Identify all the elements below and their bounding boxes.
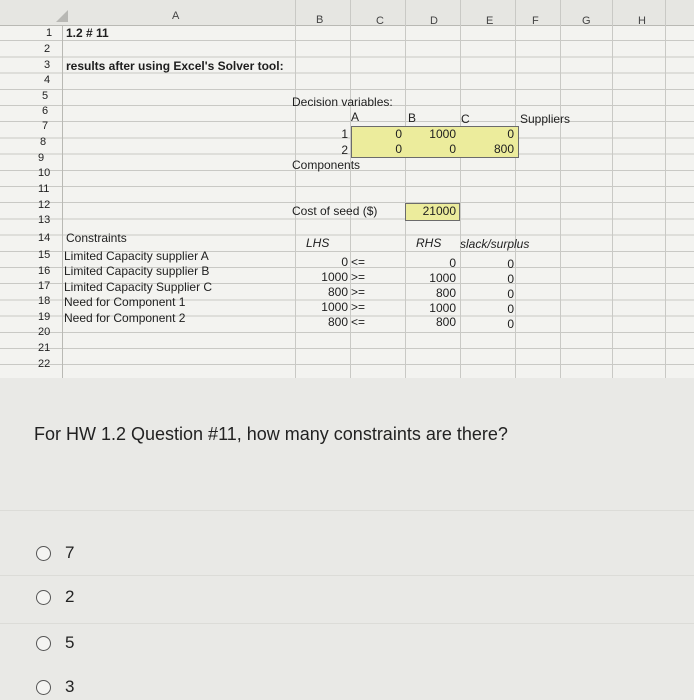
row-number: 19	[38, 311, 51, 323]
sheet-subtitle: results after using Excel's Solver tool:	[66, 59, 284, 73]
constraint-operator: >=	[351, 300, 366, 314]
grid-line	[460, 0, 461, 378]
dv-cell: 0	[449, 142, 456, 156]
answer-option[interactable]	[36, 587, 74, 607]
divider	[0, 575, 694, 576]
row-number: 12	[38, 199, 51, 211]
col-letter-e: E	[486, 15, 494, 27]
select-all-corner	[56, 10, 68, 22]
dv-header-a: A	[351, 110, 360, 124]
option-label: 7	[65, 543, 75, 562]
divider	[0, 623, 694, 624]
answer-option[interactable]	[36, 633, 74, 653]
dv-header-c: C	[461, 112, 470, 126]
constraints-label: Constraints	[66, 231, 127, 245]
radio-button[interactable]	[36, 636, 51, 651]
constraint-operator: >=	[351, 285, 366, 299]
row-number: 7	[42, 120, 49, 132]
column-header-bar	[0, 0, 694, 26]
grid-line	[612, 0, 613, 378]
suppliers-label: Suppliers	[520, 112, 571, 126]
col-letter-d: D	[430, 15, 438, 27]
constraint-lhs: 800	[327, 285, 348, 299]
col-letter-f: F	[532, 15, 539, 27]
components-label: Components	[292, 158, 361, 172]
decision-variables-label: Decision variables:	[292, 95, 393, 109]
row-number: 14	[38, 232, 51, 244]
grid-line	[665, 0, 666, 378]
row-number: 13	[38, 214, 51, 226]
row-number: 18	[38, 295, 51, 307]
dv-cell: 800	[493, 142, 514, 156]
constraint-lhs: 1000	[321, 270, 348, 284]
row-number: 4	[44, 74, 51, 86]
cost-of-seed-label: Cost of seed ($)	[292, 204, 378, 218]
slack-header: slack/surplus	[460, 237, 530, 251]
constraint-slack: 0	[507, 317, 514, 331]
constraint-operator: <=	[351, 315, 366, 329]
row-number: 21	[38, 342, 51, 354]
dv-cell: 0	[395, 127, 402, 141]
row-number: 6	[42, 105, 49, 117]
constraint-lhs: 1000	[321, 300, 348, 314]
constraint-rhs: 0	[449, 256, 456, 270]
grid-line	[560, 0, 561, 378]
row-number: 15	[38, 249, 51, 261]
constraint-name: Limited Capacity supplier B	[64, 264, 210, 278]
col-letter-g: G	[582, 15, 591, 27]
lhs-header: LHS	[306, 236, 330, 250]
dv-row-label-2: 2	[341, 143, 348, 157]
col-letter-c: C	[376, 15, 384, 27]
row-number: 11	[38, 183, 50, 195]
row-number: 10	[38, 167, 51, 179]
col-letter-b: B	[316, 14, 324, 26]
row-number: 9	[38, 152, 45, 164]
constraint-rhs: 1000	[429, 271, 456, 285]
row-number: 3	[44, 59, 51, 71]
row-number: 5	[42, 90, 49, 102]
constraint-lhs: 800	[327, 315, 348, 329]
radio-button[interactable]	[36, 680, 51, 695]
radio-button[interactable]	[36, 590, 51, 605]
dv-cell: 1000	[429, 127, 456, 141]
rhs-header: RHS	[416, 236, 442, 250]
radio-button[interactable]	[36, 546, 51, 561]
option-label: 2	[65, 587, 75, 606]
dv-header-b: B	[408, 111, 417, 125]
row-number: 17	[38, 280, 51, 292]
constraint-slack: 0	[507, 302, 514, 316]
constraint-name: Limited Capacity supplier A	[64, 249, 209, 263]
row-number: 2	[44, 43, 51, 55]
cost-value: 21000	[422, 204, 456, 218]
col-letter-a: A	[172, 10, 180, 22]
constraint-operator: <=	[351, 255, 366, 269]
dv-cell: 0	[395, 142, 402, 156]
row-number: 8	[40, 136, 47, 148]
option-label: 3	[65, 677, 75, 696]
dv-cell: 0	[507, 127, 514, 141]
constraint-name: Need for Component 2	[64, 311, 186, 325]
constraint-lhs: 0	[341, 255, 348, 269]
constraint-slack: 0	[507, 272, 514, 286]
divider	[0, 510, 694, 511]
answer-option[interactable]	[36, 543, 74, 563]
col-letter-h: H	[638, 15, 646, 27]
constraint-name: Limited Capacity Supplier C	[64, 280, 213, 294]
sheet-title: 1.2 # 11	[66, 26, 109, 40]
constraint-rhs: 800	[435, 315, 456, 329]
constraint-slack: 0	[507, 257, 514, 271]
constraint-rhs: 1000	[429, 301, 456, 315]
row-number: 16	[38, 265, 51, 277]
constraint-slack: 0	[507, 287, 514, 301]
question-text: For HW 1.2 Question #11, how many constraints are there?	[34, 424, 508, 444]
grid-line	[295, 0, 296, 378]
answer-option[interactable]	[36, 677, 74, 697]
constraint-name: Need for Component 1	[64, 295, 186, 309]
constraint-operator: >=	[351, 270, 366, 284]
grid-line	[515, 0, 516, 378]
option-label: 5	[65, 633, 75, 652]
row-number: 1	[46, 27, 53, 39]
dv-row-label-1: 1	[341, 127, 348, 141]
row-number: 22	[38, 358, 51, 370]
constraint-rhs: 800	[435, 286, 456, 300]
row-number: 20	[38, 326, 51, 338]
